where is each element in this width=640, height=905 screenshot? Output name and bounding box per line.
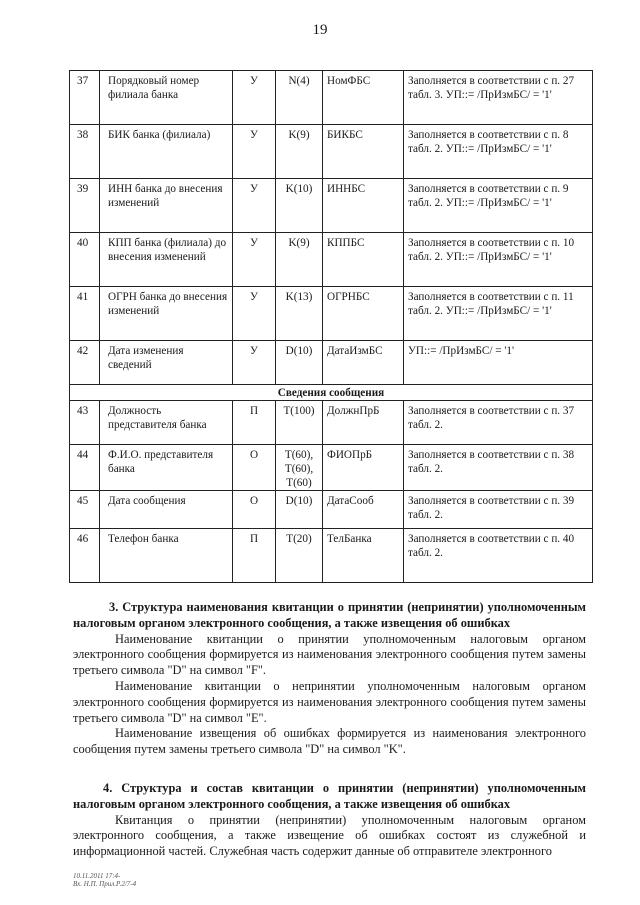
field-name: Дата изменения сведений xyxy=(100,341,233,385)
section-row xyxy=(70,385,593,401)
field-description: УП::= /ПрИзмБС/ = '1' xyxy=(404,341,593,385)
field-code: ДатаСооб xyxy=(323,491,404,529)
field-code: ФИОПрБ xyxy=(323,445,404,491)
field-requirement: У xyxy=(233,125,276,179)
field-name: ОГРН банка до внесения изменений xyxy=(100,287,233,341)
field-description: Заполняется в соответствии с п. 10 табл. 2. УП::= /ПрИзмБС/ = '1' xyxy=(404,233,593,287)
field-description: Заполняется в соответствии с п. 11 табл. 2. УП::= /ПрИзмБС/ = '1' xyxy=(404,287,593,341)
table-row xyxy=(70,529,593,583)
field-requirement: У xyxy=(233,233,276,287)
field-name: Должность представителя банка xyxy=(100,401,233,445)
field-type: N(4) xyxy=(276,71,323,125)
field-requirement: У xyxy=(233,179,276,233)
field-description: Заполняется в соответствии с п. 40 табл. 2. xyxy=(404,529,593,583)
field-name: ИНН банка до внесения изменений xyxy=(100,179,233,233)
row-number: 44 xyxy=(70,445,100,491)
section-4 xyxy=(73,781,586,860)
row-number: 41 xyxy=(70,287,100,341)
field-code: ОГРНБС xyxy=(323,287,404,341)
field-requirement: П xyxy=(233,529,276,583)
table-body-top xyxy=(70,71,593,385)
field-code: КППБС xyxy=(323,233,404,287)
section-3 xyxy=(73,600,586,758)
table-body-bottom xyxy=(70,401,593,583)
field-code: НомФБС xyxy=(323,71,404,125)
field-description: Заполняется в соответствии с п. 9 табл. 2. УП::= /ПрИзмБС/ = '1' xyxy=(404,179,593,233)
footer-stamp xyxy=(73,872,136,888)
section-title: Сведения сообщения xyxy=(70,385,593,401)
row-number: 42 xyxy=(70,341,100,385)
field-type: T(60), T(60), T(60) xyxy=(276,445,323,491)
table-row xyxy=(70,445,593,491)
field-description: Заполняется в соответствии с п. 27 табл. 3. УП::= /ПрИзмБС/ = '1' xyxy=(404,71,593,125)
field-type: K(10) xyxy=(276,179,323,233)
field-type: T(100) xyxy=(276,401,323,445)
table-row xyxy=(70,401,593,445)
field-name: Порядковый номер филиала банка xyxy=(100,71,233,125)
row-number: 46 xyxy=(70,529,100,583)
field-requirement: У xyxy=(233,341,276,385)
field-type: K(13) xyxy=(276,287,323,341)
field-name: Ф.И.О. представителя банка xyxy=(100,445,233,491)
row-number: 45 xyxy=(70,491,100,529)
field-type: D(10) xyxy=(276,491,323,529)
field-name: БИК банка (филиала) xyxy=(100,125,233,179)
field-code: БИКБС xyxy=(323,125,404,179)
field-type: K(9) xyxy=(276,125,323,179)
table-row xyxy=(70,233,593,287)
field-description: Заполняется в соответствии с п. 8 табл. 2. УП::= /ПрИзмБС/ = '1' xyxy=(404,125,593,179)
row-number: 40 xyxy=(70,233,100,287)
field-requirement: О xyxy=(233,491,276,529)
field-code: ДатаИзмБС xyxy=(323,341,404,385)
page-number: 19 xyxy=(312,22,328,38)
field-requirement: У xyxy=(233,71,276,125)
table-row xyxy=(70,71,593,125)
field-name: Телефон банка xyxy=(100,529,233,583)
field-description: Заполняется в соответствии с п. 37 табл. 2. xyxy=(404,401,593,445)
table-row xyxy=(70,287,593,341)
row-number: 39 xyxy=(70,179,100,233)
fields-table xyxy=(69,70,593,583)
field-type: D(10) xyxy=(276,341,323,385)
field-description: Заполняется в соответствии с п. 38 табл. 2. xyxy=(404,445,593,491)
field-type: K(9) xyxy=(276,233,323,287)
field-requirement: О xyxy=(233,445,276,491)
field-name: Дата сообщения xyxy=(100,491,233,529)
field-code: ДолжнПрБ xyxy=(323,401,404,445)
row-number: 38 xyxy=(70,125,100,179)
footer-line: Вх. Н.П. Прил.Р.2/7-4 xyxy=(73,880,137,888)
field-code: ТелБанка xyxy=(323,529,404,583)
table-row xyxy=(70,341,593,385)
footer-line: 10.11.2011 17:4- xyxy=(73,872,121,880)
field-name: КПП банка (филиала) до внесения изменений xyxy=(100,233,233,287)
field-description: Заполняется в соответствии с п. 39 табл. 2. xyxy=(404,491,593,529)
section-3-paragraph: Наименование квитанции о принятии уполномоченным налоговым органом электронного сообщения формируется из наименования электронного сообщения путем замены третьего символа "D" на символ "F". xyxy=(73,631,586,678)
table-row xyxy=(70,125,593,179)
field-type: T(20) xyxy=(276,529,323,583)
field-requirement: П xyxy=(233,401,276,445)
row-number: 37 xyxy=(70,71,100,125)
row-number: 43 xyxy=(70,401,100,445)
field-requirement: У xyxy=(233,287,276,341)
section-4-paragraph: Квитанция о принятии (непринятии) уполномоченным налоговым органом электронного сообщения, а также извещение об ошибках состоят из служебной и информационной частей. Служебная часть содержит данные об отправителе электронного xyxy=(73,812,586,859)
field-code: ИННБС xyxy=(323,179,404,233)
table-row xyxy=(70,179,593,233)
section-3-paragraph: Наименование квитанции о непринятии уполномоченным налоговым органом электронного сообщения формируется из наименования электронного сообщения путем замены третьего символа "D" на символ "E". xyxy=(73,678,586,725)
section-3-heading: 3. Структура наименования квитанции о принятии (непринятии) уполномоченным налоговым органом электронного сообщения, а также извещения об ошибках xyxy=(73,600,586,630)
section-3-paragraph: Наименование извещения об ошибках формируется из наименования электронного сообщения путем замены третьего символа "D" на символ "K". xyxy=(73,726,586,757)
section-4-heading: 4. Структура и состав квитанции о принятии (непринятии) уполномоченным налоговым органом электронного сообщения, а также извещения об ошибках xyxy=(73,781,586,811)
table-row xyxy=(70,491,593,529)
